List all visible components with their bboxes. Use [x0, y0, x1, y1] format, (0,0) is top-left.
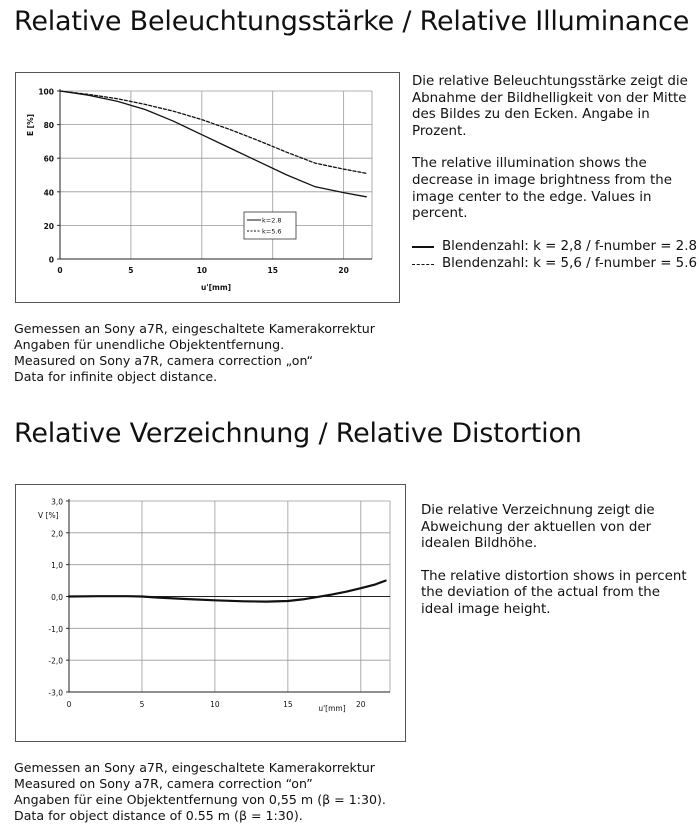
y-tick-label: 60: [43, 154, 54, 164]
series-line-k56: [60, 91, 366, 173]
legend-solid-label: Blendenzahl: k = 2,8 / f-number = 2.8: [442, 238, 697, 254]
series-line-0: [69, 581, 386, 602]
y-tick-label: 100: [38, 87, 54, 97]
legend-entry: k=2.8: [262, 216, 282, 225]
distortion-desc-de: Die relative Verzeichnung zeigt die Abweichung der aktuellen von der idealen Bildhöhe.: [421, 503, 655, 552]
illuminance-chart-frame: [15, 72, 400, 303]
y-tick-label: -2,0: [48, 656, 63, 666]
x-axis-label: u'[mm]: [318, 704, 346, 713]
x-tick-label: 20: [356, 700, 366, 709]
solid-line-swatch: [412, 246, 434, 248]
illuminance-caption: [14, 321, 375, 385]
caption-line: Data for object distance of 0.55 m (β = 1:30).: [14, 808, 303, 823]
illuminance-section-title: Relative Beleuchtungsstärke / Relative Illuminance: [14, 6, 690, 37]
series-line-k28: [60, 91, 366, 197]
x-tick-label: 0: [57, 266, 63, 275]
caption-line: Measured on Sony a7R, camera correction „on“: [14, 353, 314, 368]
legend-entry: k=5.6: [262, 227, 282, 236]
caption-line: Data for infinite object distance.: [14, 369, 218, 384]
dashed-line-swatch: [412, 264, 434, 265]
x-tick-label: 15: [283, 700, 293, 709]
caption-line: Gemessen an Sony a7R, eingeschaltete Kamerakorrektur: [14, 321, 375, 336]
x-tick-label: 5: [139, 700, 145, 709]
x-tick-label: 0: [66, 700, 72, 709]
caption-line: Gemessen an Sony a7R, eingeschaltete Kamerakorrektur: [14, 760, 375, 775]
illuminance-desc-en: The relative illumination shows the decrease in image brightness from the image center to the edge. Values in percent.: [412, 156, 672, 222]
y-tick-label: -1,0: [48, 624, 63, 634]
caption-line: Angaben für unendliche Objektentfernung.: [14, 337, 285, 352]
y-tick-label: 0: [48, 255, 54, 265]
y-tick-label: 80: [43, 121, 54, 131]
caption-line: Measured on Sony a7R, camera correction “on”: [14, 776, 313, 791]
y-tick-label: 40: [43, 188, 54, 198]
y-tick-label: 3,0: [51, 497, 63, 507]
illuminance-chart: [16, 73, 399, 302]
y-tick-label: -3,0: [48, 688, 63, 698]
illuminance-desc-de: Die relative Beleuchtungsstärke zeigt die Abnahme der Bildhelligkeit von der Mitte des Bildes zu den Ecken. Angabe in Prozent.: [412, 74, 688, 139]
distortion-desc-en: The relative distortion shows in percent the deviation of the actual from the ideal image height.: [421, 568, 687, 617]
illuminance-description: [412, 74, 697, 273]
distortion-chart: [16, 485, 405, 741]
distortion-chart-frame: [15, 484, 406, 742]
y-axis-label: V [%]: [38, 511, 59, 520]
y-tick-label: 0,0: [51, 593, 63, 602]
legend-solid: [412, 239, 697, 256]
legend-dashed: [412, 256, 697, 273]
x-tick-label: 10: [210, 700, 220, 709]
x-tick-label: 10: [196, 266, 208, 275]
y-tick-label: 20: [43, 221, 54, 231]
y-tick-label: 1,0: [51, 561, 63, 571]
distortion-description: [421, 503, 696, 619]
distortion-section-title: Relative Verzeichnung / Relative Distortion: [14, 418, 582, 449]
x-tick-label: 20: [338, 266, 349, 275]
y-axis-label: E [%]: [26, 113, 35, 137]
x-axis-label: u'[mm]: [200, 283, 232, 292]
x-tick-label: 5: [128, 266, 134, 275]
y-tick-label: 2,0: [51, 529, 63, 539]
legend-dashed-label: Blendenzahl: k = 5,6 / f-number = 5.6: [442, 256, 697, 272]
distortion-caption: [14, 760, 386, 824]
caption-line: Angaben für eine Objektentfernung von 0,55 m (β = 1:30).: [14, 792, 386, 807]
x-tick-label: 15: [267, 266, 278, 275]
